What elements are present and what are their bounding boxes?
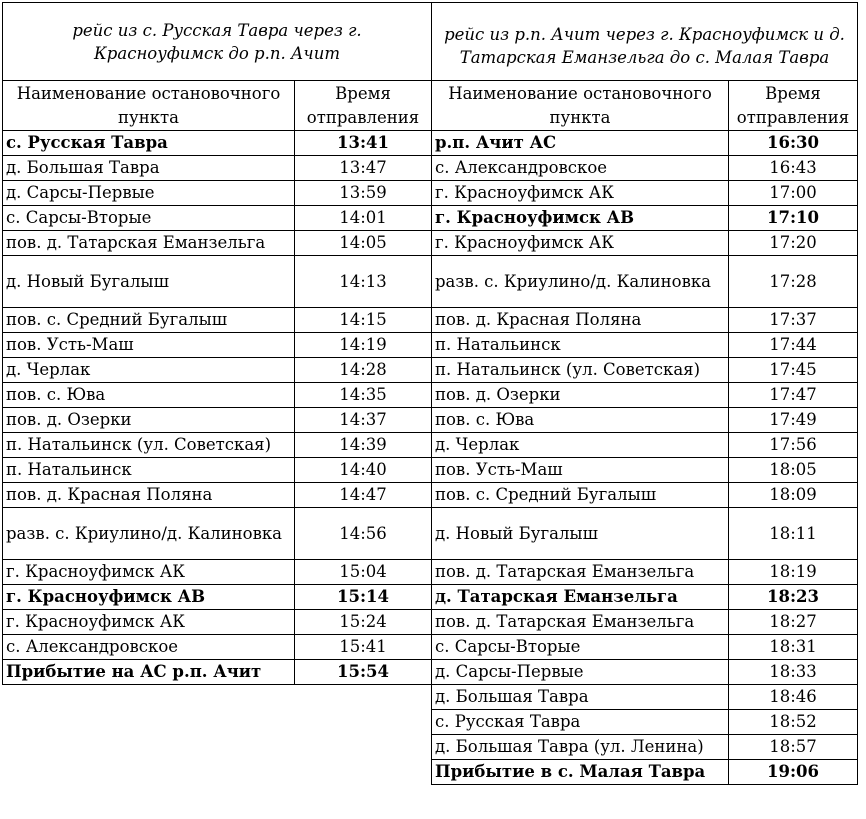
table-row (3, 560, 432, 585)
table-row (3, 610, 432, 635)
stop-name-cell: с. Русская Тавра (432, 710, 729, 735)
table-row (432, 256, 858, 308)
table-row (3, 408, 432, 433)
table-row (432, 735, 858, 760)
stop-name-cell: д. Большая Тавра (3, 156, 295, 181)
stop-name-cell: г. Красноуфимск АК (432, 231, 729, 256)
table-row (3, 433, 432, 458)
departure-time-cell: 17:45 (729, 358, 858, 383)
departure-time-cell: 15:41 (295, 635, 432, 660)
stop-name-cell: д. Новый Бугалыш (3, 256, 295, 308)
departure-time-cell: 18:31 (729, 635, 858, 660)
stop-name-cell: г. Красноуфимск АВ (3, 585, 295, 610)
departure-time-cell: 13:41 (295, 131, 432, 156)
departure-time-cell: 18:33 (729, 660, 858, 685)
table-row (3, 383, 432, 408)
table-row (3, 635, 432, 660)
departure-time-cell: 19:06 (729, 760, 858, 785)
stop-name-cell: пов. с. Юва (432, 408, 729, 433)
table-row (432, 231, 858, 256)
table-row (3, 660, 432, 685)
stop-name-cell: д. Сарсы-Первые (3, 181, 295, 206)
schedule-table-left (2, 2, 432, 685)
departure-time-cell: 17:28 (729, 256, 858, 308)
table-row (432, 483, 858, 508)
table-row (432, 710, 858, 735)
stop-name-cell: д. Большая Тавра (ул. Ленина) (432, 735, 729, 760)
table-row (432, 560, 858, 585)
stop-name-cell: пов. д. Красная Поляна (3, 483, 295, 508)
table-row (432, 760, 858, 785)
stop-name-cell: пов. Усть-Маш (432, 458, 729, 483)
table-row (3, 206, 432, 231)
table-title-row (3, 3, 432, 81)
departure-time-cell: 14:39 (295, 433, 432, 458)
table-row (432, 610, 858, 635)
table-row (3, 231, 432, 256)
table-row (3, 131, 432, 156)
departure-time-cell: 17:49 (729, 408, 858, 433)
departure-time-cell: 13:59 (295, 181, 432, 206)
column-header-row (3, 81, 432, 131)
stop-name-cell: пов. д. Озерки (3, 408, 295, 433)
table-row (432, 408, 858, 433)
table-row (432, 660, 858, 685)
table-row (3, 256, 432, 308)
table-row (432, 433, 858, 458)
departure-time-cell: 17:10 (729, 206, 858, 231)
departure-time-cell: 14:15 (295, 308, 432, 333)
departure-time-cell: 14:19 (295, 333, 432, 358)
table-row (3, 483, 432, 508)
departure-time-header: Время отправления (295, 81, 432, 131)
schedule-table-right (431, 2, 858, 785)
stop-name-cell: пов. Усть-Маш (3, 333, 295, 358)
departure-time-cell: 14:56 (295, 508, 432, 560)
stop-name-cell: п. Натальинск (3, 458, 295, 483)
stop-name-cell: пов. д. Озерки (432, 383, 729, 408)
table-row (3, 308, 432, 333)
table-row (3, 333, 432, 358)
stop-name-cell: с. Русская Тавра (3, 131, 295, 156)
departure-time-cell: 18:46 (729, 685, 858, 710)
departure-time-cell: 14:40 (295, 458, 432, 483)
route-title: рейс из р.п. Ачит через г. Красноуфимск и д. Татарская Еманзельга до с. Малая Тавра (432, 3, 858, 81)
stop-name-cell: п. Натальинск (432, 333, 729, 358)
departure-time-cell: 16:30 (729, 131, 858, 156)
stop-name-cell: пов. с. Юва (3, 383, 295, 408)
table-row (3, 156, 432, 181)
departure-time-cell: 18:27 (729, 610, 858, 635)
departure-time-cell: 17:56 (729, 433, 858, 458)
departure-time-cell: 18:23 (729, 585, 858, 610)
stop-name-cell: д. Сарсы-Первые (432, 660, 729, 685)
departure-time-cell: 17:47 (729, 383, 858, 408)
table-row (432, 585, 858, 610)
column-header-row (432, 81, 858, 131)
stop-name-cell: п. Натальинск (ул. Советская) (432, 358, 729, 383)
stop-name-cell: Прибытие на АС р.п. Ачит (3, 660, 295, 685)
stop-name-cell: д. Большая Тавра (432, 685, 729, 710)
stop-name-cell: пов. д. Татарская Еманзельга (432, 560, 729, 585)
departure-time-cell: 15:04 (295, 560, 432, 585)
stop-name-cell: пов. д. Татарская Еманзельга (432, 610, 729, 635)
stop-name-cell: с. Александровское (3, 635, 295, 660)
stop-name-cell: г. Красноуфимск АК (432, 181, 729, 206)
stop-name-cell: разв. с. Криулино/д. Калиновка (3, 508, 295, 560)
stop-name-cell: Прибытие в с. Малая Тавра (432, 760, 729, 785)
departure-time-cell: 17:00 (729, 181, 858, 206)
table-row (3, 181, 432, 206)
departure-time-cell: 18:11 (729, 508, 858, 560)
stop-name-cell: разв. с. Криулино/д. Калиновка (432, 256, 729, 308)
table-row (432, 131, 858, 156)
table-row (432, 308, 858, 333)
departure-time-cell: 13:47 (295, 156, 432, 181)
departure-time-cell: 14:13 (295, 256, 432, 308)
departure-time-cell: 15:14 (295, 585, 432, 610)
stop-name-cell: г. Красноуфимск АВ (432, 206, 729, 231)
departure-time-cell: 17:20 (729, 231, 858, 256)
stop-name-cell: пов. д. Татарская Еманзельга (3, 231, 295, 256)
departure-time-cell: 18:09 (729, 483, 858, 508)
departure-time-cell: 17:37 (729, 308, 858, 333)
departure-time-cell: 14:35 (295, 383, 432, 408)
departure-time-cell: 18:19 (729, 560, 858, 585)
stop-name-cell: р.п. Ачит АС (432, 131, 729, 156)
stop-name-cell: д. Татарская Еманзельга (432, 585, 729, 610)
departure-time-cell: 15:54 (295, 660, 432, 685)
stop-name-cell: пов. д. Красная Поляна (432, 308, 729, 333)
table-row (432, 206, 858, 231)
stop-name-cell: пов. с. Средний Бугалыш (432, 483, 729, 508)
departure-time-header: Время отправления (729, 81, 858, 131)
table-row (432, 458, 858, 483)
table-row (432, 685, 858, 710)
stop-name-cell: п. Натальинск (ул. Советская) (3, 433, 295, 458)
stop-name-cell: г. Красноуфимск АК (3, 560, 295, 585)
departure-time-cell: 18:52 (729, 710, 858, 735)
departure-time-cell: 18:05 (729, 458, 858, 483)
departure-time-cell: 14:01 (295, 206, 432, 231)
departure-time-cell: 17:44 (729, 333, 858, 358)
stop-name-cell: г. Красноуфимск АК (3, 610, 295, 635)
stop-name-header: Наименование остановочного пункта (3, 81, 295, 131)
table-row (432, 358, 858, 383)
stop-name-cell: д. Черлак (432, 433, 729, 458)
table-row (432, 333, 858, 358)
departure-time-cell: 14:05 (295, 231, 432, 256)
departure-time-cell: 14:28 (295, 358, 432, 383)
route-title: рейс из с. Русская Тавра через г. Красноуфимск до р.п. Ачит (3, 3, 432, 81)
stop-name-cell: с. Сарсы-Вторые (3, 206, 295, 231)
departure-time-cell: 14:37 (295, 408, 432, 433)
departure-time-cell: 18:57 (729, 735, 858, 760)
departure-time-cell: 14:47 (295, 483, 432, 508)
stop-name-cell: с. Сарсы-Вторые (432, 635, 729, 660)
table-row (432, 383, 858, 408)
stop-name-cell: с. Александровское (432, 156, 729, 181)
stop-name-cell: д. Новый Бугалыш (432, 508, 729, 560)
departure-time-cell: 16:43 (729, 156, 858, 181)
stop-name-cell: пов. с. Средний Бугалыш (3, 308, 295, 333)
table-row (432, 156, 858, 181)
table-row (3, 585, 432, 610)
table-title-row (432, 3, 858, 81)
departure-time-cell: 15:24 (295, 610, 432, 635)
table-row (3, 508, 432, 560)
table-row (3, 358, 432, 383)
table-row (432, 635, 858, 660)
stop-name-cell: д. Черлак (3, 358, 295, 383)
table-row (432, 508, 858, 560)
stop-name-header: Наименование остановочного пункта (432, 81, 729, 131)
table-row (432, 181, 858, 206)
table-row (3, 458, 432, 483)
